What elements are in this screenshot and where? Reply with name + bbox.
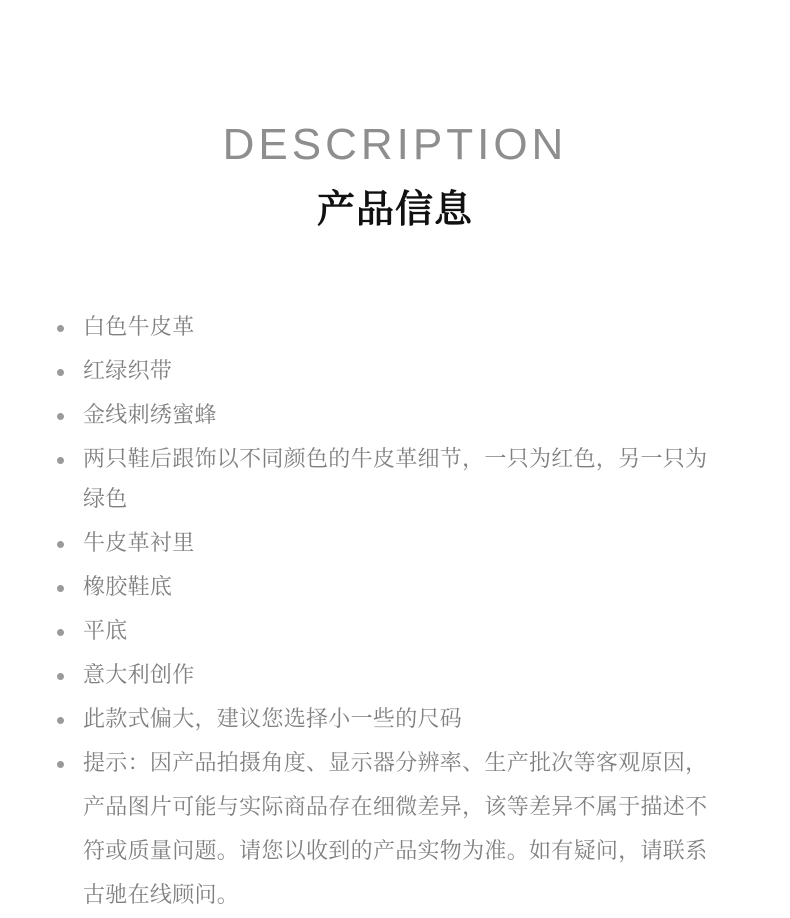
bullet-icon [57,325,64,332]
list-item [0,394,790,438]
list-item-text: 橡胶鞋底 [83,575,173,600]
list-item [0,522,790,566]
list-item [0,438,790,522]
section-title-en: DESCRIPTION [222,120,568,169]
list-item-text: 意大利创作 [83,663,195,688]
bullet-icon [57,369,64,376]
list-item [0,654,790,698]
list-item [0,698,790,742]
list-item-text: 此款式偏大，建议您选择小一些的尺码 [83,707,463,732]
list-item-text: 白色牛皮革 [83,315,195,340]
section-title-cn: 产品信息 [316,187,473,231]
list-item-text: 两只鞋后跟饰以不同颜色的牛皮革细节，一只为红色，另一只为绿色 [83,447,708,512]
bullet-icon [57,585,64,592]
bullet-icon [57,541,64,548]
list-item-text: 金线刺绣蜜蜂 [83,403,217,428]
bullet-icon [57,761,64,768]
list-item [0,610,790,654]
bullet-icon [57,629,64,636]
list-item [0,306,790,350]
list-item-text: 平底 [83,619,128,644]
list-item [0,566,790,610]
bullet-icon [57,457,64,464]
bullet-icon [57,413,64,420]
list-item-text: 提示：因产品拍摄角度、显示器分辨率、生产批次等客观原因，产品图片可能与实际商品存在细微差异，该等差异不属于描述不符或质量问题。请您以收到的产品实物为准。如有疑问，请联系古驰在线顾问。 [83,751,708,908]
list-item-text: 牛皮革衬里 [83,531,195,556]
bullet-icon [57,717,64,724]
list-item [0,742,790,918]
list-item-text: 红绿织带 [83,359,173,384]
list-item [0,350,790,394]
bullet-icon [57,673,64,680]
product-details-list [0,306,790,918]
